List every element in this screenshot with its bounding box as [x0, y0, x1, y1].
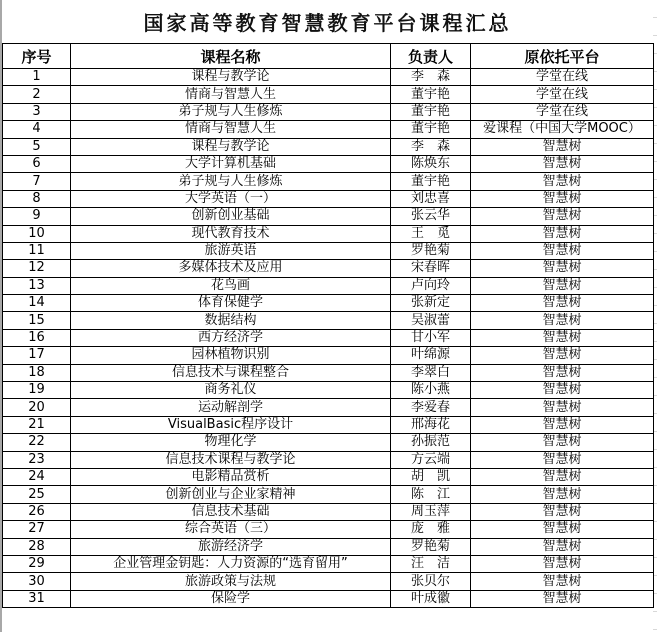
- cell-lead[interactable]: 胡 凯: [391, 468, 471, 485]
- table-row: [3, 468, 654, 485]
- table-row: [3, 347, 654, 364]
- cell-seq[interactable]: 12: [3, 260, 71, 277]
- cell-seq[interactable]: 17: [3, 347, 71, 364]
- cell-platform[interactable]: 智慧树: [471, 312, 654, 329]
- cell-seq[interactable]: 27: [3, 521, 71, 538]
- cell-seq[interactable]: 5: [3, 138, 71, 155]
- cell-lead[interactable]: 吴淑蕾: [391, 312, 471, 329]
- table-row: [3, 103, 654, 120]
- cell-course-name[interactable]: 数据结构: [71, 312, 391, 329]
- cell-seq[interactable]: 19: [3, 382, 71, 399]
- table-row: [3, 155, 654, 172]
- table-row: [3, 242, 654, 259]
- header-course-name[interactable]: 课程名称: [71, 44, 391, 69]
- cell-course-name[interactable]: 旅游经济学: [71, 538, 391, 555]
- table-row: [3, 521, 654, 538]
- cell-platform[interactable]: 智慧树: [471, 382, 654, 399]
- course-table: [2, 43, 654, 608]
- cell-lead[interactable]: 叶成徽: [391, 590, 471, 607]
- cell-lead[interactable]: 陈 江: [391, 486, 471, 503]
- cell-course-name[interactable]: 创新创业基础: [71, 208, 391, 225]
- table-row: [3, 416, 654, 433]
- table-row: [3, 173, 654, 190]
- cell-platform[interactable]: 智慧树: [471, 190, 654, 207]
- cell-course-name[interactable]: 物理化学: [71, 434, 391, 451]
- cell-course-name[interactable]: 园林植物识别: [71, 347, 391, 364]
- table-row: [3, 486, 654, 503]
- cell-lead[interactable]: 董宇艳: [391, 86, 471, 103]
- cell-platform[interactable]: 智慧树: [471, 295, 654, 312]
- cell-lead[interactable]: 陈焕东: [391, 155, 471, 172]
- cell-seq[interactable]: 14: [3, 295, 71, 312]
- cell-course-name[interactable]: 情商与智慧人生: [71, 121, 391, 138]
- cell-course-name[interactable]: 电影精品赏析: [71, 468, 391, 485]
- cell-course-name[interactable]: 西方经济学: [71, 329, 391, 346]
- cell-course-name[interactable]: 信息技术基础: [71, 503, 391, 520]
- cell-seq[interactable]: 31: [3, 590, 71, 607]
- cell-lead[interactable]: 叶绵源: [391, 347, 471, 364]
- cell-course-name[interactable]: 花鸟画: [71, 277, 391, 294]
- cell-seq[interactable]: 28: [3, 538, 71, 555]
- cell-platform[interactable]: 智慧树: [471, 573, 654, 590]
- cell-platform[interactable]: 智慧树: [471, 173, 654, 190]
- cell-platform[interactable]: 学堂在线: [471, 86, 654, 103]
- cell-platform[interactable]: 智慧树: [471, 347, 654, 364]
- cell-course-name[interactable]: 旅游英语: [71, 242, 391, 259]
- cell-seq[interactable]: 7: [3, 173, 71, 190]
- cell-lead[interactable]: 罗艳菊: [391, 538, 471, 555]
- table-row: [3, 364, 654, 381]
- table-row: [3, 434, 654, 451]
- cell-lead[interactable]: 宋春晖: [391, 260, 471, 277]
- cell-platform[interactable]: 智慧树: [471, 434, 654, 451]
- cell-seq[interactable]: 8: [3, 190, 71, 207]
- cell-course-name[interactable]: 弟子规与人生修炼: [71, 103, 391, 120]
- cell-course-name[interactable]: 多媒体技术及应用: [71, 260, 391, 277]
- cell-lead[interactable]: 邢海花: [391, 416, 471, 433]
- cell-lead[interactable]: 张云华: [391, 208, 471, 225]
- cell-seq[interactable]: 21: [3, 416, 71, 433]
- cell-platform[interactable]: 智慧树: [471, 590, 654, 607]
- cell-platform[interactable]: 智慧树: [471, 468, 654, 485]
- cell-platform[interactable]: 智慧树: [471, 364, 654, 381]
- cell-lead[interactable]: 王 觅: [391, 225, 471, 242]
- table-row: [3, 69, 654, 86]
- cell-seq[interactable]: 1: [3, 69, 71, 86]
- header-platform[interactable]: 原依托平台: [471, 44, 654, 69]
- cell-course-name[interactable]: 运动解剖学: [71, 399, 391, 416]
- cell-platform[interactable]: 智慧树: [471, 260, 654, 277]
- cell-seq[interactable]: 9: [3, 208, 71, 225]
- cell-lead[interactable]: 方云端: [391, 451, 471, 468]
- sheet-title: 国家高等教育智慧教育平台课程汇总: [143, 11, 512, 35]
- table-row: [3, 295, 654, 312]
- cell-lead[interactable]: 李 森: [391, 69, 471, 86]
- cell-lead[interactable]: 孙振范: [391, 434, 471, 451]
- cell-platform[interactable]: 智慧树: [471, 277, 654, 294]
- cell-platform[interactable]: 智慧树: [471, 329, 654, 346]
- cell-seq[interactable]: 29: [3, 555, 71, 572]
- cell-course-name[interactable]: 综合英语（三）: [71, 521, 391, 538]
- cell-lead[interactable]: 陈小燕: [391, 382, 471, 399]
- cell-seq[interactable]: 26: [3, 503, 71, 520]
- cell-platform[interactable]: 智慧树: [471, 555, 654, 572]
- cell-platform[interactable]: 爱课程（中国大学MOOC）: [471, 121, 654, 138]
- cell-course-name[interactable]: 体育保健学: [71, 295, 391, 312]
- cell-course-name[interactable]: 大学计算机基础: [71, 155, 391, 172]
- table-row: [3, 138, 654, 155]
- cell-lead[interactable]: 李 森: [391, 138, 471, 155]
- cell-seq[interactable]: 24: [3, 468, 71, 485]
- cell-lead[interactable]: 张贝尔: [391, 573, 471, 590]
- table-row: [3, 277, 654, 294]
- cell-course-name[interactable]: 大学英语（一）: [71, 190, 391, 207]
- cell-lead[interactable]: 卢向玲: [391, 277, 471, 294]
- cell-seq[interactable]: 6: [3, 155, 71, 172]
- cell-lead[interactable]: 张新定: [391, 295, 471, 312]
- cell-platform[interactable]: 智慧树: [471, 451, 654, 468]
- cell-seq[interactable]: 20: [3, 399, 71, 416]
- header-row: [3, 44, 654, 69]
- table-row: [3, 590, 654, 607]
- table-row: [3, 538, 654, 555]
- cell-seq[interactable]: 4: [3, 121, 71, 138]
- header-seq[interactable]: 序号: [3, 44, 71, 69]
- cell-lead[interactable]: 庞 雅: [391, 521, 471, 538]
- cell-seq[interactable]: 23: [3, 451, 71, 468]
- cell-course-name[interactable]: 现代教育技术: [71, 225, 391, 242]
- cell-lead[interactable]: 甘小军: [391, 329, 471, 346]
- cell-course-name[interactable]: 弟子规与人生修炼: [71, 173, 391, 190]
- cell-lead[interactable]: 董宇艳: [391, 121, 471, 138]
- cell-platform[interactable]: 学堂在线: [471, 103, 654, 120]
- cell-platform[interactable]: 智慧树: [471, 521, 654, 538]
- cell-lead[interactable]: 董宇艳: [391, 173, 471, 190]
- cell-platform[interactable]: 智慧树: [471, 538, 654, 555]
- cell-platform[interactable]: 智慧树: [471, 416, 654, 433]
- table-row: [3, 503, 654, 520]
- cell-lead[interactable]: 李翠白: [391, 364, 471, 381]
- cell-seq[interactable]: 2: [3, 86, 71, 103]
- cell-course-name[interactable]: 企业管理金钥匙：人力资源的“选育留用”: [71, 555, 391, 572]
- table-row: [3, 86, 654, 103]
- cell-course-name[interactable]: 课程与教学论: [71, 138, 391, 155]
- cell-course-name[interactable]: VisualBasic程序设计: [71, 416, 391, 433]
- cell-seq[interactable]: 10: [3, 225, 71, 242]
- cell-platform[interactable]: 智慧树: [471, 399, 654, 416]
- cell-course-name[interactable]: 保险学: [71, 590, 391, 607]
- cell-seq[interactable]: 3: [3, 103, 71, 120]
- cell-seq[interactable]: 13: [3, 277, 71, 294]
- cell-lead[interactable]: 汪 洁: [391, 555, 471, 572]
- table-row: [3, 573, 654, 590]
- cell-seq[interactable]: 11: [3, 242, 71, 259]
- cell-platform[interactable]: 智慧树: [471, 208, 654, 225]
- table-row: [3, 312, 654, 329]
- cell-platform[interactable]: 智慧树: [471, 242, 654, 259]
- cell-platform[interactable]: 智慧树: [471, 225, 654, 242]
- table-row: [3, 329, 654, 346]
- cell-seq[interactable]: 25: [3, 486, 71, 503]
- cell-course-name[interactable]: 创新创业与企业家精神: [71, 486, 391, 503]
- cell-course-name[interactable]: 信息技术课程与教学论: [71, 451, 391, 468]
- cell-platform[interactable]: 学堂在线: [471, 69, 654, 86]
- table-row: [3, 451, 654, 468]
- cell-platform[interactable]: 智慧树: [471, 138, 654, 155]
- cell-platform[interactable]: 智慧树: [471, 486, 654, 503]
- table-row: [3, 555, 654, 572]
- cell-lead[interactable]: 董宇艳: [391, 103, 471, 120]
- table-row: [3, 190, 654, 207]
- cell-seq[interactable]: 30: [3, 573, 71, 590]
- table-row: [3, 121, 654, 138]
- table-row: [3, 225, 654, 242]
- cell-course-name[interactable]: 旅游政策与法规: [71, 573, 391, 590]
- cell-platform[interactable]: 智慧树: [471, 503, 654, 520]
- cell-lead[interactable]: 周玉萍: [391, 503, 471, 520]
- table-row: [3, 260, 654, 277]
- cell-lead[interactable]: 罗艳菊: [391, 242, 471, 259]
- cell-platform[interactable]: 智慧树: [471, 155, 654, 172]
- cell-course-name[interactable]: 商务礼仪: [71, 382, 391, 399]
- table-body: [3, 69, 654, 608]
- cell-lead[interactable]: 李爱春: [391, 399, 471, 416]
- cell-course-name[interactable]: 情商与智慧人生: [71, 86, 391, 103]
- table-row: [3, 208, 654, 225]
- cell-lead[interactable]: 刘忠喜: [391, 190, 471, 207]
- table-row: [3, 399, 654, 416]
- cell-seq[interactable]: 16: [3, 329, 71, 346]
- cell-seq[interactable]: 15: [3, 312, 71, 329]
- cell-seq[interactable]: 18: [3, 364, 71, 381]
- cell-course-name[interactable]: 课程与教学论: [71, 69, 391, 86]
- cell-course-name[interactable]: 信息技术与课程整合: [71, 364, 391, 381]
- table-row: [3, 382, 654, 399]
- cell-seq[interactable]: 22: [3, 434, 71, 451]
- header-lead[interactable]: 负责人: [391, 44, 471, 69]
